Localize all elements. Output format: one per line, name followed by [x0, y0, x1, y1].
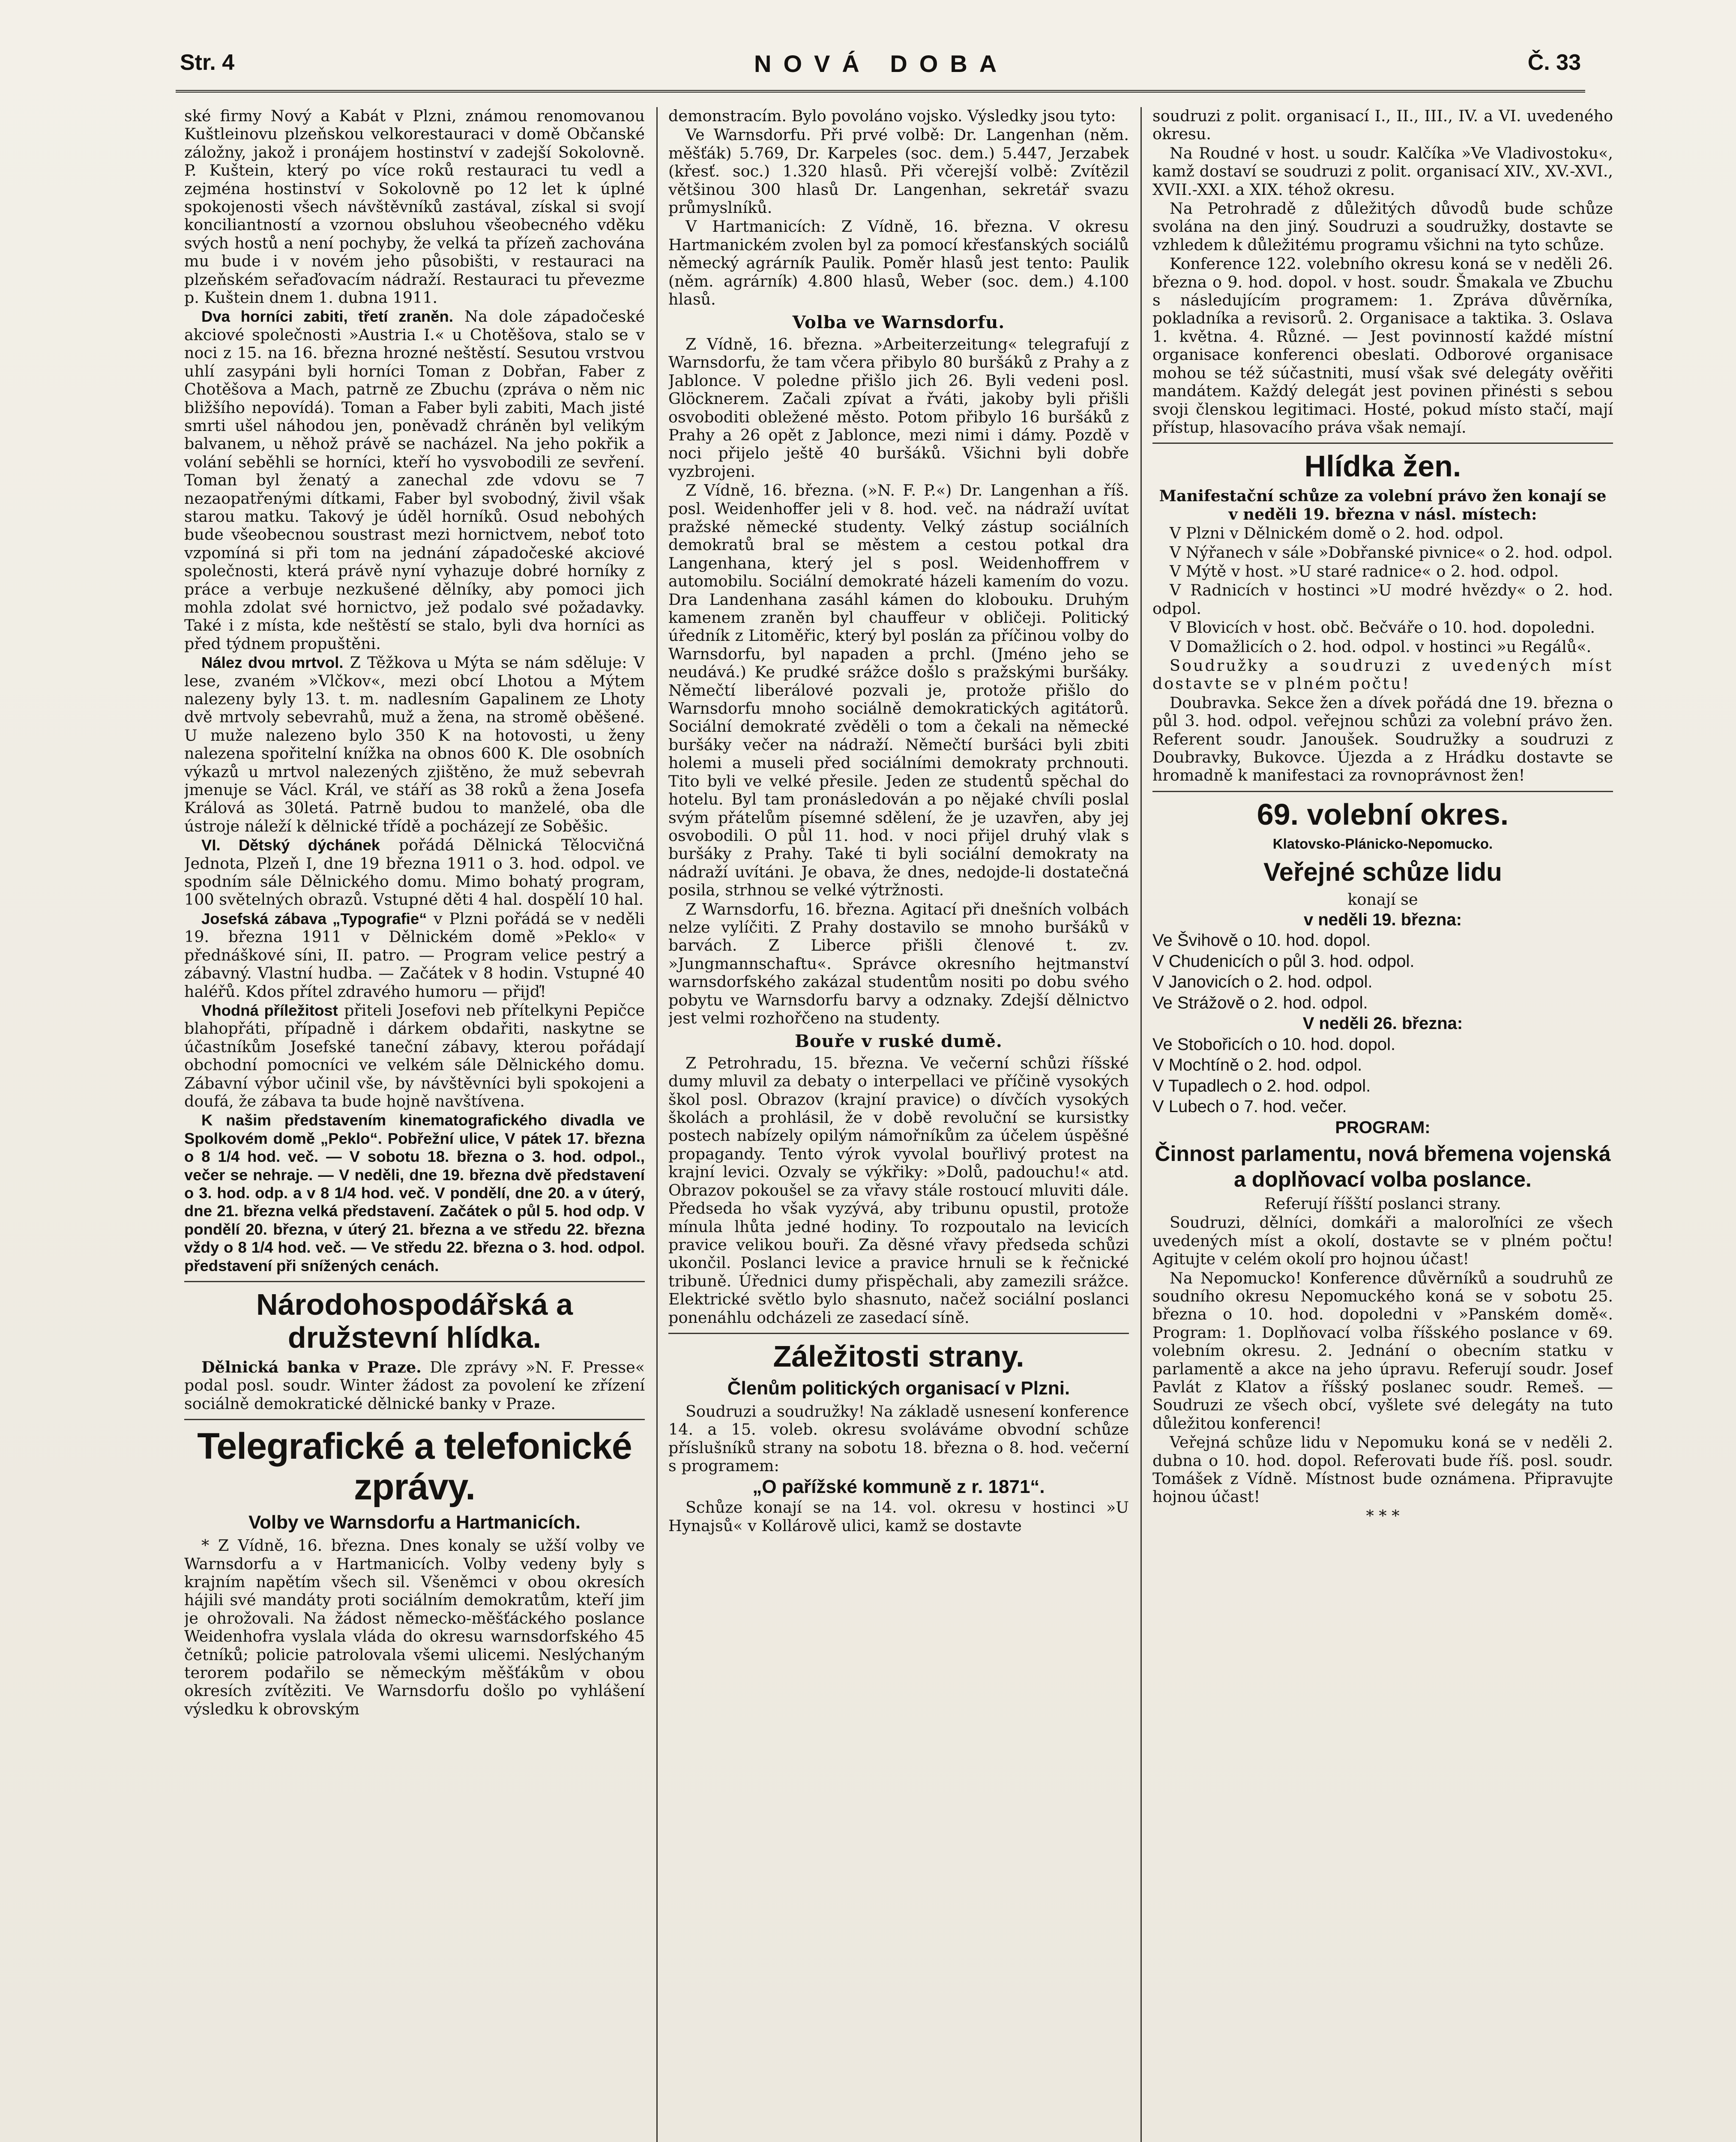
article-paragraph: * Z Vídně, 16. března. Dnes konaly se užší volby ve Warnsdorfu a v Hartmanicích. Volby vedeny byly s krajním napětím všech sil. Všeněmci v obou okresích hájili své mandáty proti sociálním demokratům, kteří jim je ohrožovali. Na žádost německo-měšťáckého poslance Weidenhofra vyslala vláda do okresu warnsdorfského 45 četníků; policie patrolovala všemi ulicemi. Neslýchaným terorem podařilo se německým měšťákům v obou okresích zvítěziti. Ve Warnsdorfu došlo po vyhlášení výsledku k obrovským [184, 1536, 645, 1718]
meeting-place: V Radnicích v hostinci »U modré hvězdy« o 2. hod. odpol. [1152, 581, 1613, 618]
subsection-heading: Klatovsko-Plánicko-Nepomucko. [1272, 835, 1493, 852]
meeting-place: V Tupadlech o 2. hod. odpol. [1152, 1076, 1371, 1095]
article-paragraph: V Hartmanicích: Z Vídně, 16. března. V okresu Hartmanickém zvolen byl za pomocí křesťanských sociálů německý agrárník Paulik. Poměr hlasů jest tento: Paulik (něm. agrárník) 4.800 hlasů, Weber (soc. dem.) 4.100 hlasů. [668, 217, 1129, 309]
article-paragraph: konají se [1347, 890, 1418, 909]
subsection-heading: Volby ve Warnsdorfu a Hartmanicích. [248, 1512, 581, 1533]
article-paragraph: Veřejná schůze lidu v Nepomuku koná se v neděli 2. dubna o 10. hod. dopol. Referovati bude říš. posl. soudr. Tomášek z Vídně. Místnost bude oznámena. Připravujte hojnou účast! [1152, 1433, 1613, 1506]
subsection-heading: Veřejné schůze lidu [1263, 858, 1502, 887]
page-number: Str. 4 [180, 50, 235, 75]
article-heading: Bouře v ruské dumě. [795, 1031, 1003, 1052]
meeting-place: Ve Strážově o 2. hod. odpol. [1152, 993, 1368, 1012]
article-paragraph [184, 910, 645, 1001]
meeting-date: v neděli 19. března: [1303, 910, 1462, 929]
article-paragraph: Na Roudné v host. u soudr. Kalčíka »Ve Vladivostoku«, kamž dostaví se soudruzi z polit. organisací XIV., XV.-XVI., XVII.-XXI. a XIX. téhož okresu. [1152, 144, 1613, 199]
article-paragraph: Soudruzi, dělníci, domkáři a maloroľníci ze všech uvedených míst a okolí, dostavte se v plném počtu! Agitujte v celém okolí pro hojnou účast! [1152, 1213, 1613, 1268]
article-heading: Volba ve Warnsdorfu. [792, 312, 1005, 333]
subsection-heading: Členům politických organisací v Plzni. [727, 1377, 1070, 1399]
article-paragraph [184, 654, 645, 835]
article-text: přiteli Josefovi neb přítelkyni Pepičce blahopřáti, případně i dárkem obdařiti, naskytne se účastníkům Josefské taneční zábavy, kterou pořádají obchodní pomocníci ve velkém sále Dělnického domu. Zábavní výbor učinil vše, by návštěvníci byli spokojeni a doufá, že zábava ta bude hojně navštívena. [184, 1001, 645, 1110]
article-text: Dle zprávy »N. F. Presse« podal posl. soudr. Winter žádost za povolení ke zřízení sociálně demokratické dělnické banky v Praze. [184, 1358, 645, 1413]
section-heading: Hlídka žen. [1304, 449, 1461, 483]
article-paragraph: ské firmy Nový a Kabát v Plzni, známou renomovanou Kuštleinovu plzeňskou velkorestauraci v domě Občanské záložny, jakož i pronájem hostinství v zadejší Sokolovně. P. Kuštein, který po více roků restauraci tu vedl a zejména hostinství v Sokolovně po 12 let k úplné spokojenosti všech návštěvníků zastával, získal si svojí konciliantností a vzornou obsluhou všeobecného vděku svých hostů a není pochyby, že velká ta přízeň zachována mu bude i v novém jeho působišti, v restauraci na plzeňském seřaďovacím nádraží. Restauraci tu převezme p. Kuštein dnem 1. dubna 1911. [184, 107, 645, 307]
article-paragraph [184, 308, 645, 653]
article-paragraph [184, 1358, 645, 1413]
article-paragraph: Na Petrohradě z důležitých důvodů bude schůze svolána na den jiný. Soudruzi a soudružky, dostavte se vzhledem k důležitému programu všichni na tyto schůze. [1152, 199, 1613, 254]
divider [1152, 443, 1613, 444]
meeting-place: V Lubech o 7. hod. večer. [1152, 1097, 1347, 1116]
article-paragraph: Manifestační schůze za volební právo žen konají se v neděli 19. března v násl. místech: [1159, 487, 1607, 524]
meeting-place: V Nýřanech v sále »Dobřanské pivnice« o 2. hod. odpol. [1170, 543, 1613, 562]
program-title: Činnost parlamentu, nová břemena vojenská a doplňovací volba poslance. [1155, 1141, 1611, 1191]
lecture-title: „O pařížské kommuně z r. 1871“. [752, 1476, 1045, 1498]
article-paragraph: Z Vídně, 16. března. (»N. F. P.«) Dr. Langenhan a říš. posl. Weidenhoffer jeli v 8. hod. več. na nádraží uvítat pražské německé studenty. Velký zástup sociálních demokratů bral se městem a cestou potkal dra Langenhana, který jel s posl. Weidenhoffrem v automobilu. Sociální demokraté házeli kamením do vozu. Dra Landenhana zasáhl kámen do klobouku. Druhým kamenem zraněn byl chauffeur v obličeji. Politický úředník z Litoměřic, který byl poslán za příčinou volby do Warnsdorfu, byl napaden a prchl. (Jméno jeho se neudává.) Ke prudké srážce došlo s pražskými buršáky. Němečtí liberálové pozvali je, protože přišlo do Warnsdorfu mnoho sociálně demokratických agitátorů. Sociální demokraté zvěděli o tom a čekali na německé buršáky večer na nádraží. Němečtí buršáci byli zbiti holemi a museli před sociálními demokraty prchnouti. Tito byli ve velké přesile. Jeden ze studentů spěchal do hotelu. Byl tam pronásledován a po nějaké chvíli poslal svým přátelům písemné sdělení, že je uzavřen, aby jej osvobodili. O půl 11. hod. v noci přijel druhý vlak s buršáky z Prahy. Také ti byli sociální demokraty na nádraží uvítáni. Je obava, že dnes, nedojde-li dostatečná posila, strhnou se velké výtržnosti. [668, 481, 1129, 900]
article-text: pořádá Dělnická Tělocvičná Jednota, Plzeň I, dne 19 března 1911 o 3. hod. odpol. ve spodním sále Dělnického domu. Mimo bohatý program, 100 světelných obrazů. Vstupné děti 4 hal. dospělí 10 hal. [184, 836, 645, 909]
article-paragraph: demonstracím. Bylo povoláno vojsko. Výsledky jsou tyto: [668, 107, 1116, 125]
article-paragraph: Schůze konají se na 14. vol. okresu v hostinci »U Hynajsů« v Kollárově ulici, kamž se dostavte [668, 1498, 1129, 1535]
article-paragraph: soudruzi z polit. organisací I., II., III., IV. a VI. uvedeného okresu. [1152, 107, 1613, 144]
article-paragraph: Doubravka. Sekce žen a dívek pořádá dne 19. března o půl 3. hod. odpol. veřejnou schůzi za volební právo žen. Referent soudr. Janoušek. Soudružky a soudruzi z Doubravky, Bukovce. Újezda a z Hrádku dostavte se hromadně k manifestaci za rovnoprávnost žen! [1152, 693, 1613, 785]
section-heading: Záležitosti strany. [773, 1339, 1024, 1373]
article-paragraph [184, 1002, 645, 1110]
divider [184, 1281, 645, 1282]
article-paragraph [184, 836, 645, 909]
article-paragraph: Z Petrohradu, 15. března. Ve večerní schůzi říšské dumy mluvil za debaty o interpellaci ve příčině vysokých škol posl. Obrazov (krajní pravice) o dívčích vysokých školách a prohlásil, že v době revoluční se kursistky postech nabízely opilým námořníkům za účelem úspěšné propagandy. Tento výrok vyvolal bouřlivý protest na krajní levici. Ozvaly se výkřiky: »Dolů, padouchu!« atd. Obrazov pokoušel se za vřavy stále rostoucí mluviti dále. Předseda ho však vyzývá, aby tribunu opustil, protože mínula lhůta jedné hodiny. To rozpoutalo na levicích pravice velikou bouři. Za děsné vřavy předseda schůzi ukončil. Poslanci levice a pravice hrnuli se k řečnické tribuně. Úřednici dumy přispěchali, aby zamezili srážce. Elektrické světlo bylo shasnuto, načež sociální poslanci ponenáhlu odcházeli ze zasedací síně. [668, 1053, 1129, 1327]
article-paragraph: Referují říšští poslanci strany. [1264, 1194, 1501, 1213]
section-heading: Národohospodářská a družstevní hlídka. [256, 1288, 573, 1354]
column-1 [184, 107, 645, 2142]
closing-stars: * * * [1366, 1506, 1400, 1525]
article-text: v Plzni pořádá se v neděli 19. března 1911 v Dělnickém domě »Peklo« v přednáškové síni, II. patro. — Program velice pestrý a zábavný. Vlastní hudba. — Začátek v 8 hodin. Vstupné 40 haléřů. Kdos přítel zdravého humoru — přijď! [184, 909, 645, 1001]
column-2 [668, 107, 1129, 2142]
column-3 [1152, 107, 1613, 2142]
article-text: Z Těžkova u Mýta se nám sděluje: V lese, zvaném »Vlčkov«, mezi obcí Lhotou a Mýtem nalezeny byly 13. t. m. nadlesním Gapalinem ze Lhoty dvě mrtvoly sebevrahů, muž a žena, na stromě oběšené. U muže nalezeno bylo 350 K na hotovosti, u ženy nalezena spořitelní knížka na obnos 600 K. Dle osobních výkazů u mrtvol nalezených zjištěno, že muž sebevrah jmenuje se Václ. Král, ve stáří as 38 roků a žena Josefa Králová as 30letá. Patrně budou to manželé, oba dle ústroje náleží k dělnické třídě a pocházejí ze Soběšic. [184, 653, 645, 835]
article-headline: Josefská zábava „Typografie“ [201, 909, 427, 927]
article-paragraph: Soudruzi a soudružky! Na základě usnesení konference 14. a 15. voleb. okresu svoláváme obvodní schůze příslušníků strany na sobotu 18. března o 8. hod. večerní s programem: [668, 1402, 1129, 1475]
meeting-place: V Domažlicích o 2. hod. odpol. v hostinci »u Regálů«. [1170, 637, 1592, 656]
issue-number: Č. 33 [1527, 50, 1581, 75]
meeting-place: V Plzni v Dělnickém domě o 2. hod. odpol. [1170, 524, 1504, 543]
page-header [176, 43, 1585, 93]
divider [668, 1333, 1129, 1334]
meeting-place: Ve Stobořicích o 10. hod. dopol. [1152, 1035, 1396, 1054]
section-heading: Telegrafické a telefonické zprávy. [197, 1426, 632, 1508]
article-paragraph: Na Nepomucko! Konference důvěrníků a soudruhů ze soudního okresu Nepomuckého koná se v sobotu 25. března o 10. hod. dopoledni v »Panském domě«. Program: 1. Doplňovací volba říšského poslance v 69. volebním okresu. 2. Jednání o obecním statku v parlamentě a akce na jeho úpravu. Referují soudr. Josef Pavlát z Klatov a říšský poslanec soudr. Remeš. — Soudruzi ze všech obcí, vyšlete své delegáty na tuto důležitou konferenci! [1152, 1268, 1613, 1433]
article-paragraph: Ve Warnsdorfu. Při prvé volbě: Dr. Langenhan (něm. měšťák) 5.769, Dr. Karpeles (soc. dem.) 5.447, Jerzabek (křesť. soc.) 1.320 hlasů. Při včerejší volbě: Zvítězil většinou 300 hlasů Dr. Langenhan, sekretář svazu průmyslníků. [668, 126, 1129, 217]
newspaper-title: NOVÁ DOBA [754, 50, 1009, 77]
article-paragraph: Konference 122. volebního okresu koná se v neděli 26. března o 9. hod. dopol. v host. soudr. Šmakala ve Zbuchu s následujícím programem: 1. Zpráva důvěrníka, pokladníka a revisorů. 2. Organisace a taktika. 3. Oslava 1. května. 4. Různé. — Jest povinností každé místní organisace konferenci obeslati. Odborové organisace mohou se též súčastniti, musí však své delegáty ověřiti mandátem. Každý delegát jest povinen přinésti s sebou svoji členskou legitimaci. Hosté, pokud místo stačí, mají přístup, hlasovacího práva však nemají. [1152, 254, 1613, 437]
meeting-place: V Janovicích o 2. hod. odpol. [1152, 972, 1373, 992]
divider [1152, 791, 1613, 792]
cinema-notice: K našim představením kinematografického divadla ve Spolkovém domě „Peklo“. Pobřežní ulice, V pátek 17. března o 8 1/4 hod. več. — V sobotu 18. března o 3. hod. odpol., večer se nehraje. — V neděli, dne 19. března dvě představení o 3. hod. odp. a v 8 1/4 hod. več. V pondělí, dne 20. a v úterý, dne 21. března velká představení. Začátek o půl 5. hod odp. V pondělí 20. března, v úterý 21. března a ve středu 22. března vždy o 8 1/4 hod. več. — Ve středu 22. března o 3. hod. odpol. představení při snížených cenách. [184, 1111, 645, 1274]
divider [184, 1419, 645, 1420]
article-headline: Nález dvou mrtvol. [201, 654, 344, 672]
meeting-place: V Mýtě v host. »U staré radnice« o 2. hod. odpol. [1170, 562, 1559, 580]
meeting-place: V Chudenicích o půl 3. hod. odpol. [1152, 951, 1415, 971]
section-heading: 69. volební okres. [1257, 797, 1509, 831]
article-headline: Vhodná příležitost [201, 1001, 338, 1019]
article-paragraph: Z Warnsdorfu, 16. března. Agitací při dnešních volbách nelze vylíčiti. Z Prahy dostavilo se mnoho buršáků v barvách. Z Liberce přišli členové t. zv. »Jungmannschaftu«. Správce okresního hejtmanství warnsdorfského zakázal studentům nositi po dobu svého pobytu ve Warnsdorfu barvy a odznaky. Zdejší dělnictvo jest velmi rozhořčeno na studenty. [668, 900, 1129, 1027]
meeting-place: Ve Švihově o 10. hod. dopol. [1152, 931, 1371, 950]
program-heading: PROGRAM: [1335, 1118, 1431, 1137]
article-headline: Dělnická banka v Praze. [201, 1358, 422, 1376]
meeting-place: V Blovicích v host. obč. Bečváře o 10. hod. dopoledni. [1170, 618, 1595, 637]
article-text: Na dole západočeské akciové společnosti »Austria I.« u Chotěšova, stalo se v noci z 15. na 16. března hrozné neštěstí. Sesutou vrstvou uhlí zasypáni byli horníci Toman z Dobřan, Faber z Chotěšova a Mach, patrně ze Zbuchu (zpráva o něm nic bližšího nepovídá). Toman a Faber byli zabiti, Mach jisté smrti ušel náhodou jen, poněvadž chráněn byl velikým balvanem, u něhož právě se nacházel. Na jeho pokřik a volání seběhli se horníci, kteří ho vysvobodili ze sevření. Toman byl ženatý a zanechal zde vdovu se 7 nezaopatřenými dítkami, Faber byl svobodný, živil však starou matku. Takový je úděl horníků. Osud nebohých bude všeobecnou soustrast mezi hornictvem, neboť toto vzpomíná si při tom na jednání západočeské akciové společnosti, která právě nyní vyhazuje dobré horníky z práce a verbuje nezkušené dělníky, aby pomoci jich mohla zdolat své hornictvo, jež podalo své požadavky. Také i z místa, kde neštěstí se stalo, byli dva horníci as před týdnem propuštěni. [184, 307, 645, 653]
meeting-place: V Mochtíně o 2. hod. odpol. [1152, 1056, 1362, 1075]
article-headline: Dva horníci zabiti, třetí zraněn. [201, 308, 453, 326]
column-rule [1140, 107, 1142, 2142]
article-paragraph: Soudružky a soudruzi z uvedených míst dostavte se v plném počtu! [1152, 656, 1613, 693]
article-headline: VI. Dětský dýchánek [201, 836, 380, 854]
article-paragraph: Z Vídně, 16. března. »Arbeiterzeitung« telegrafují z Warnsdorfu, že tam včera přibylo 80 buršáků z Prahy a z Jablonce. V poledne přišlo jich 26. Byli vedeni posl. Glöcknerem. Začali zpívat a řváti, jakoby byli přišli osvoboditi obležené město. Potom přibylo 16 buršáků z Prahy a 26 opět z Jablonce, mezi nimi i dámy. Pozdě v noci přijelo ještě 40 buršáků. Všichni byli dobře vyzbrojeni. [668, 335, 1129, 481]
column-rule [656, 107, 658, 2142]
meeting-date: V neděli 26. března: [1302, 1014, 1463, 1033]
